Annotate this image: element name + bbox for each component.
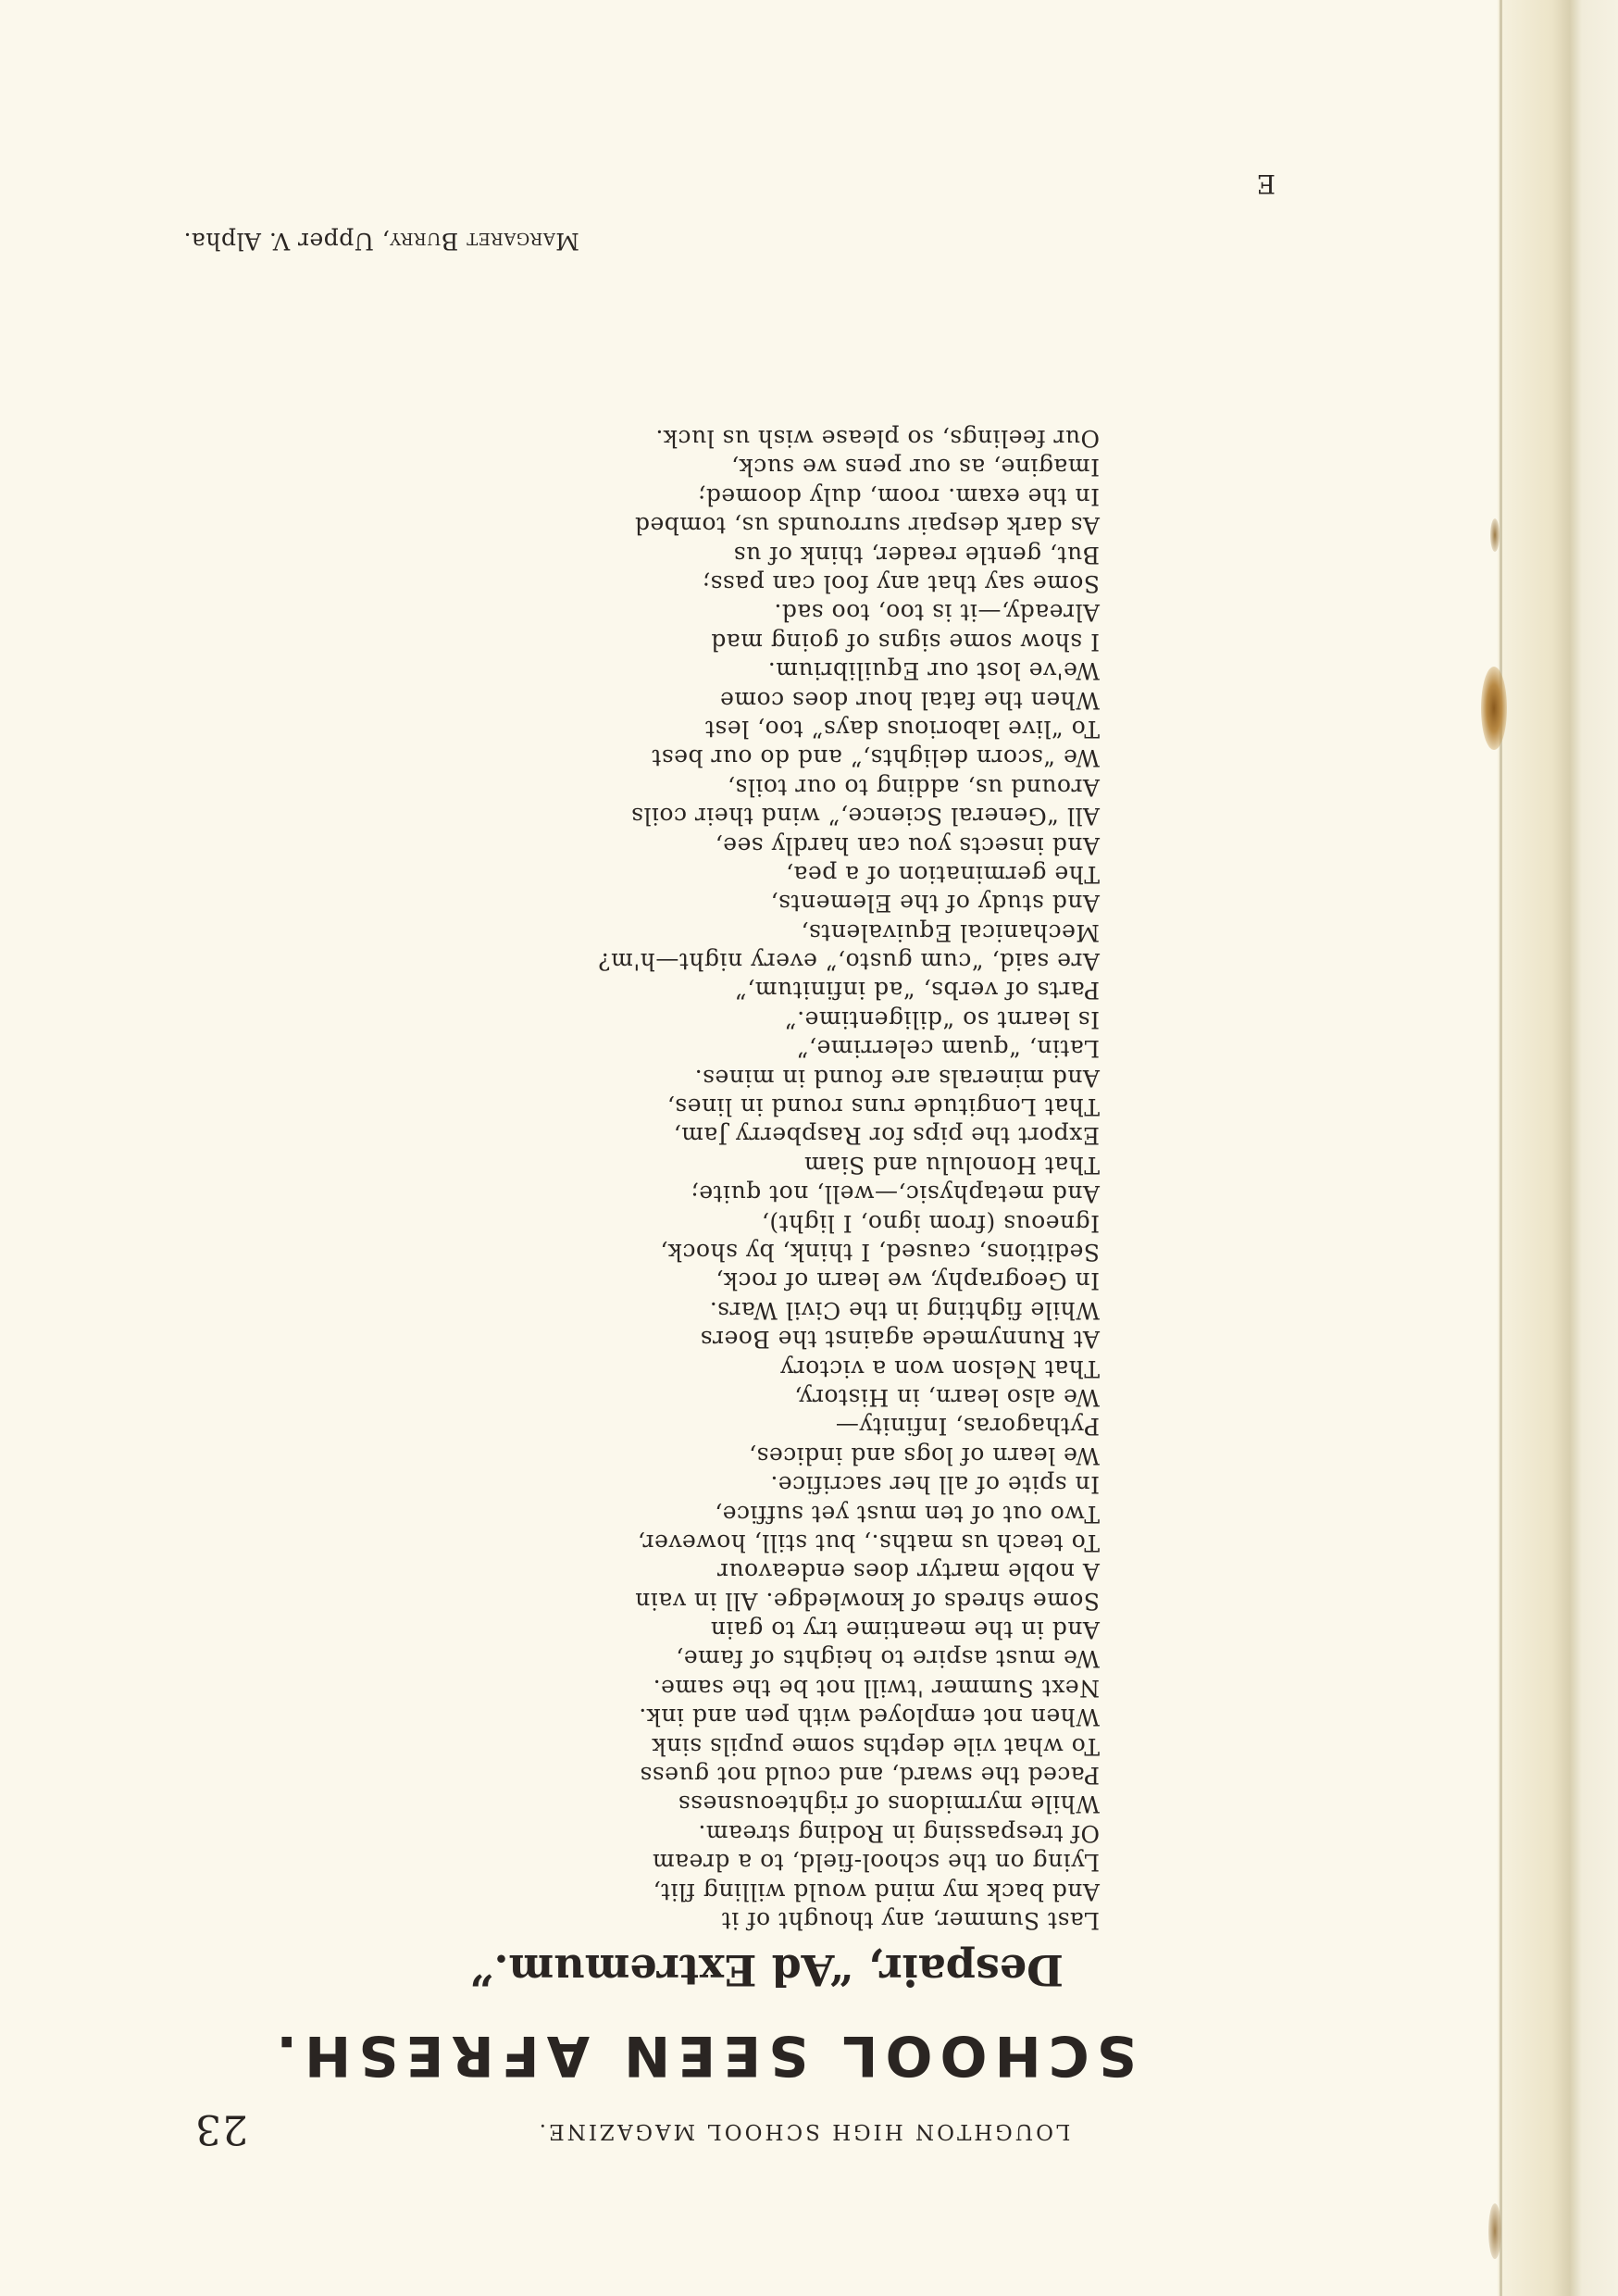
article-subtitle: Despair, “Ad Extremum.” (469, 1945, 1064, 1995)
poem-line: Some shreds of knowledge. All in vain (634, 1587, 1100, 1615)
poem-line: Mechanical Equivalents, (801, 918, 1100, 946)
poem-line: To “live laborious days” too, lest (704, 715, 1100, 742)
poem-line: Some say that any fool can pass; (702, 570, 1100, 598)
poem-body (452, 424, 1100, 1935)
page-number: 23 (194, 2105, 248, 2152)
poem-line: Two out of ten must yet suffice, (714, 1500, 1100, 1528)
poem-line: Parts of verbs, “ad infinitum,” (734, 977, 1100, 1004)
poem-line: Of trespassing in Roding stream. (697, 1819, 1100, 1847)
poem-line: At Runnymede against the Boers (700, 1326, 1100, 1354)
poem-line: And insects you can hardly see, (715, 831, 1100, 859)
poem-line: And minerals are found in mines. (694, 1064, 1100, 1092)
poem-line: Around us, adding to our toils, (727, 773, 1100, 801)
article-title: SCHOOL SEEN AFRESH. (268, 2023, 1137, 2088)
poem-line: In spite of all her sacrifice. (769, 1471, 1100, 1499)
poem-line: While myrmidons of righteousness (678, 1791, 1100, 1818)
poem-line: Seditions, caused, I think, by shock, (659, 1239, 1100, 1267)
poem-line: When not employed with pen and ink. (638, 1703, 1100, 1731)
poem-line: Pythagoras, Infinity— (835, 1413, 1100, 1441)
poem-line: I show some signs of going mad (710, 628, 1100, 655)
poem-line: A noble martyr does endeavour (716, 1558, 1100, 1586)
poem-line: We learn of logs and indices, (748, 1441, 1100, 1469)
author-form: Upper V. Alpha. (183, 228, 374, 255)
poem-line: As dark despair surrounds us, tombed (634, 512, 1100, 540)
poem-line: We “scorn delights,” and do our best (651, 744, 1100, 772)
poem-line: All “General Science,” wind their coils (630, 803, 1100, 830)
poem-line: And study of the Elements, (770, 890, 1100, 917)
poem-line: Export the pips for Raspberry Jam, (673, 1122, 1100, 1150)
poem-line: Next Summer 'twill not be the same. (653, 1674, 1100, 1702)
poem-line: That Nelson won a victory (779, 1354, 1100, 1382)
poem-line: The germination of a pea, (785, 860, 1100, 888)
poem-line: Igneous (from igno, I light), (761, 1209, 1100, 1237)
poem-line: Latin, “quam celerrime,” (796, 1035, 1100, 1063)
poem-line: Last Summer, any thought of it (721, 1907, 1100, 1934)
poem-line: In the exam. room, duly doomed; (697, 482, 1100, 510)
poem-line: To what vile depths some pupils sink (652, 1732, 1100, 1760)
poem-line: Paced the sward, and could not guess (640, 1762, 1100, 1790)
poem-line: Our feelings, so please wish us luck. (654, 425, 1100, 453)
poem-line: Lying on the school-field, to a dream (652, 1849, 1100, 1877)
poem-line: We also learn, in History, (793, 1383, 1100, 1411)
poem-line: Imagine, as our pens we suck, (730, 454, 1100, 481)
corner-mark: E (1256, 168, 1276, 199)
poem-line: And metaphysic,—well, not quite; (690, 1180, 1100, 1208)
running-head: LOUGHTON HIGH SCHOOL MAGAZINE. (536, 2119, 1071, 2143)
poem-line: Are said, “cum gusto,” every night—h'm? (597, 948, 1100, 976)
author-credit (183, 228, 952, 255)
poem-line: That Honolulu and Siam (803, 1151, 1100, 1179)
poem-line: And back my mind would willing flit, (653, 1878, 1100, 1905)
poem-line: Is learnt so “diligentime.” (784, 1005, 1100, 1033)
poem-line: We've lost our Equilibrium. (767, 657, 1100, 685)
poem-line: In Geography, we learn of rock, (715, 1267, 1100, 1295)
author-name: Margaret Burry, (381, 228, 579, 255)
poem-line: To teach us maths., but still, however, (637, 1529, 1100, 1556)
poem-line: We must aspire to heights of fame, (675, 1645, 1100, 1673)
poem-line: But, gentle reader, think of us (733, 541, 1100, 568)
poem-line: That Longitude runs round in lines, (666, 1093, 1100, 1121)
poem-line: When the fatal hour does come (719, 686, 1100, 714)
poem-line: While fighting in the Civil Wars. (709, 1296, 1100, 1324)
poem-line: And in the meantime try to gain (710, 1616, 1100, 1644)
poem-line: Already,—it is too, too sad. (773, 599, 1100, 627)
